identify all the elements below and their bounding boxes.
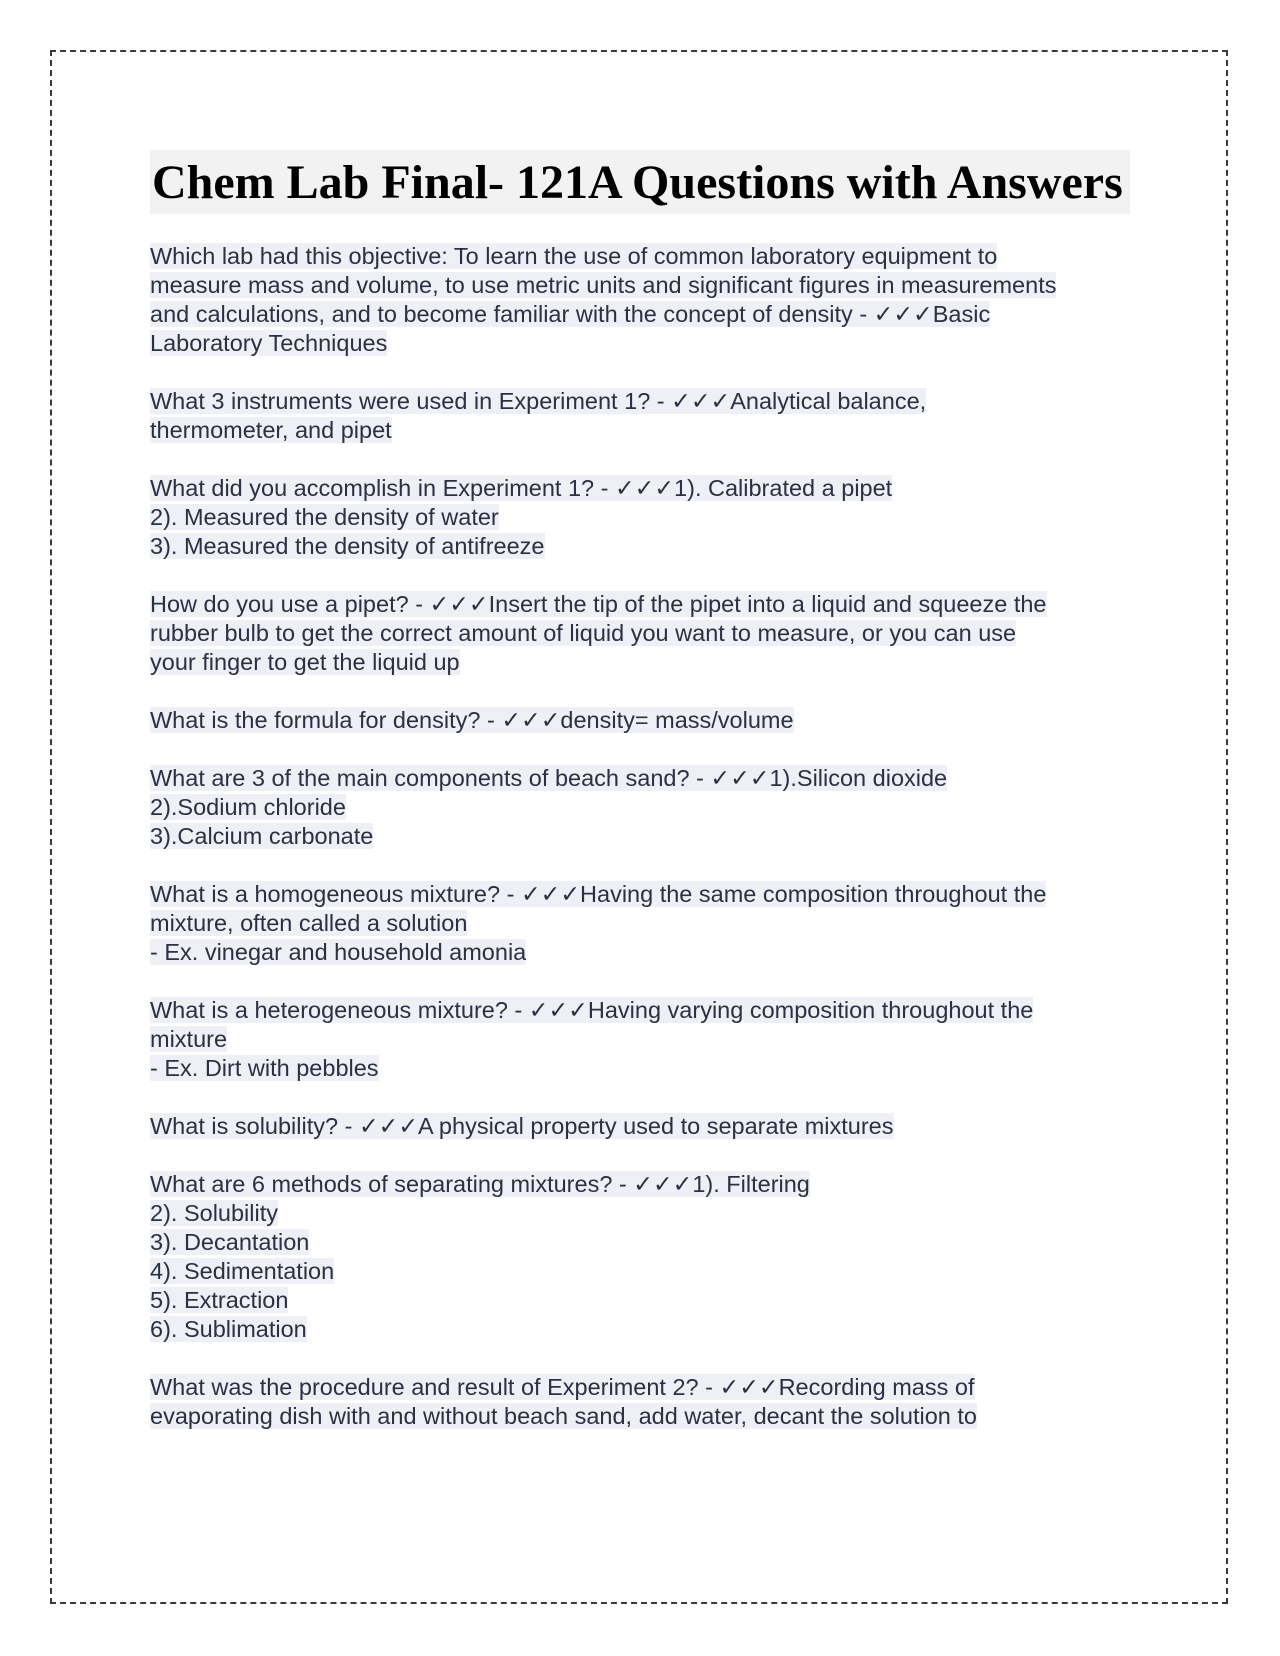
qa-line: What are 6 methods of separating mixtures? - ✓✓✓1). Filtering	[150, 1171, 810, 1197]
qa-line: 2).Sodium chloride	[150, 794, 346, 820]
qa-list	[150, 242, 1130, 1431]
qa-line: measure mass and volume, to use metric units and significant figures in measurements	[150, 272, 1057, 298]
qa-line: mixture, often called a solution	[150, 910, 468, 936]
qa-line: 4). Sedimentation	[150, 1258, 335, 1284]
qa-line: 3).Calcium carbonate	[150, 823, 374, 849]
qa-line: What was the procedure and result of Experiment 2? - ✓✓✓Recording mass of	[150, 1374, 975, 1400]
qa-item	[150, 474, 1130, 561]
qa-line: What is solubility? - ✓✓✓A physical property used to separate mixtures	[150, 1113, 894, 1139]
qa-line: - Ex. Dirt with pebbles	[150, 1055, 379, 1081]
qa-line: thermometer, and pipet	[150, 417, 392, 443]
qa-line: mixture	[150, 1026, 228, 1052]
qa-line: 2). Solubility	[150, 1200, 278, 1226]
qa-line: What did you accomplish in Experiment 1? - ✓✓✓1). Calibrated a pipet	[150, 475, 893, 501]
qa-item	[150, 1170, 1130, 1344]
document-body	[150, 150, 1130, 1460]
qa-line: - Ex. vinegar and household amonia	[150, 939, 527, 965]
qa-line: and calculations, and to become familiar with the concept of density - ✓✓✓Basic	[150, 301, 991, 327]
qa-item	[150, 996, 1130, 1083]
qa-line: evaporating dish with and without beach sand, add water, decant the solution to	[150, 1403, 977, 1429]
qa-item	[150, 764, 1130, 851]
qa-item	[150, 590, 1130, 677]
qa-line: your finger to get the liquid up	[150, 649, 460, 675]
qa-item	[150, 706, 1130, 735]
qa-line: What 3 instruments were used in Experiment 1? - ✓✓✓Analytical balance,	[150, 388, 927, 414]
qa-line: 6). Sublimation	[150, 1316, 307, 1342]
qa-line: 3). Measured the density of antifreeze	[150, 533, 545, 559]
qa-item	[150, 387, 1130, 445]
qa-item	[150, 242, 1130, 358]
qa-line: 3). Decantation	[150, 1229, 310, 1255]
qa-line: What is the formula for density? - ✓✓✓density= mass/volume	[150, 707, 794, 733]
qa-line: Which lab had this objective: To learn the use of common laboratory equipment to	[150, 243, 998, 269]
qa-line: 2). Measured the density of water	[150, 504, 499, 530]
qa-line: How do you use a pipet? - ✓✓✓Insert the tip of the pipet into a liquid and squeeze the	[150, 591, 1047, 617]
qa-line: rubber bulb to get the correct amount of liquid you want to measure, or you can use	[150, 620, 1017, 646]
qa-line: 5). Extraction	[150, 1287, 289, 1313]
qa-line: Laboratory Techniques	[150, 330, 388, 356]
qa-item	[150, 1112, 1130, 1141]
qa-line: What are 3 of the main components of beach sand? - ✓✓✓1).Silicon dioxide	[150, 765, 948, 791]
qa-line: What is a homogeneous mixture? - ✓✓✓Having the same composition throughout the	[150, 881, 1047, 907]
qa-item	[150, 1373, 1130, 1431]
qa-line: What is a heterogeneous mixture? - ✓✓✓Having varying composition throughout the	[150, 997, 1034, 1023]
qa-item	[150, 880, 1130, 967]
document-title: Chem Lab Final- 121A Questions with Answers	[150, 150, 1130, 214]
